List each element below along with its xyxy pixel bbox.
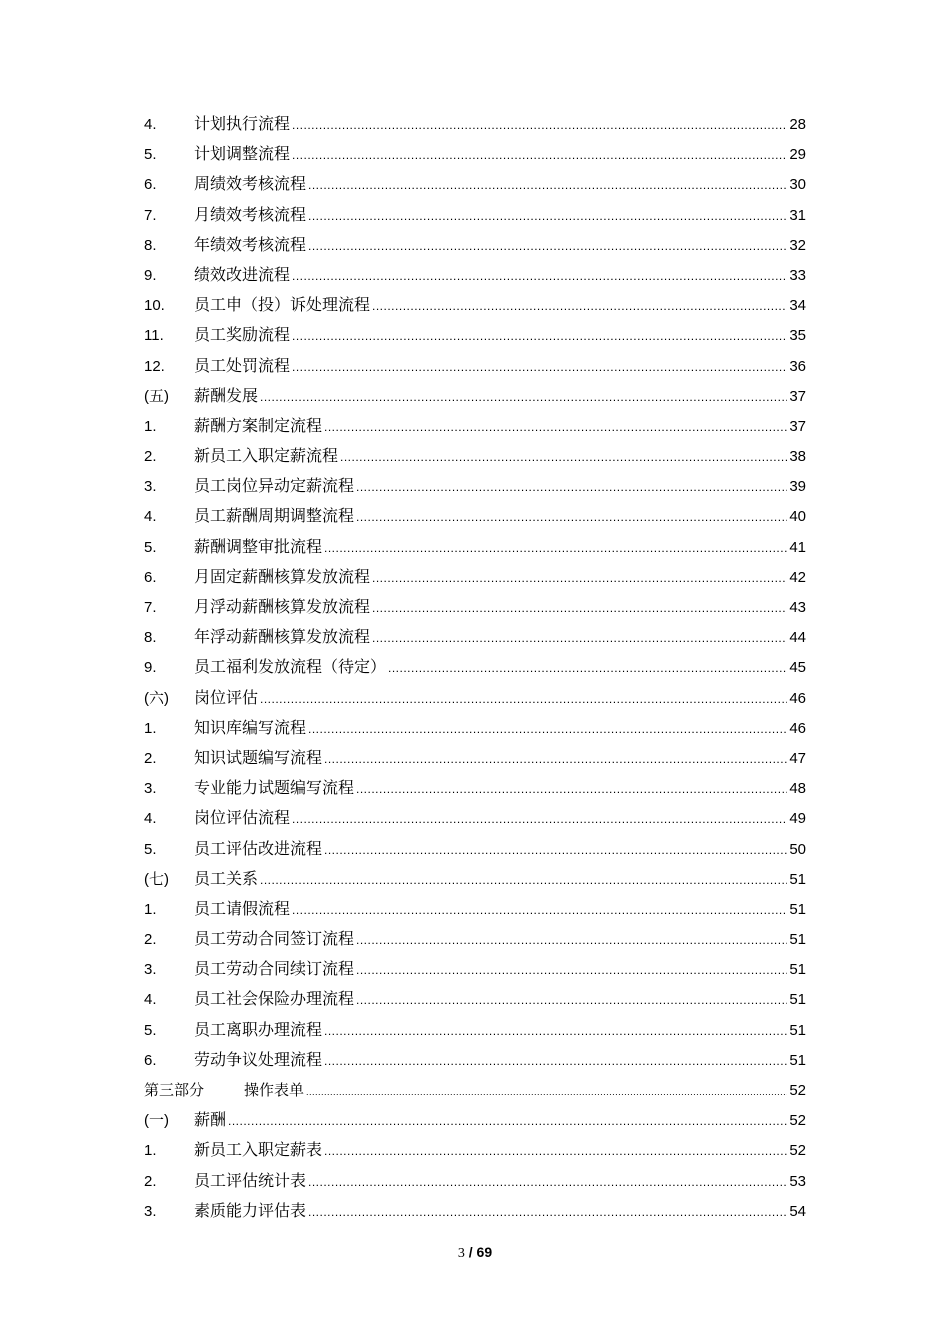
toc-entry-title: 员工劳动合同签订流程	[194, 929, 355, 949]
toc-entry-page: 31	[789, 206, 806, 224]
toc-entry-page: 51	[789, 1051, 806, 1069]
toc-entry-number: 6.	[144, 1051, 157, 1069]
toc-entry-title: 劳动争议处理流程	[194, 1049, 323, 1069]
toc-entry[interactable]	[144, 441, 806, 471]
toc-entry-title: 知识试题编写流程	[194, 747, 323, 767]
toc-entry[interactable]	[144, 864, 806, 894]
toc-entry[interactable]	[144, 169, 806, 199]
page-separator: /	[464, 1244, 477, 1260]
toc-entry-page: 30	[789, 176, 806, 194]
toc-entry-number: 4.	[144, 991, 157, 1009]
toc-entry[interactable]	[144, 320, 806, 350]
toc-entry[interactable]	[144, 501, 806, 531]
toc-entry-number: 2.	[144, 931, 157, 949]
page-number	[0, 1244, 950, 1262]
toc-entry-page: 51	[789, 931, 806, 949]
toc-entry-title: 岗位评估	[194, 687, 259, 707]
toc-entry[interactable]	[144, 562, 806, 592]
toc-dot-leader	[324, 1016, 787, 1046]
toc-entry-page: 36	[789, 357, 806, 375]
toc-entry-title: 员工处罚流程	[194, 355, 291, 375]
toc-dot-leader	[324, 412, 787, 442]
toc-entry[interactable]	[144, 200, 806, 230]
toc-dot-leader	[228, 1106, 787, 1136]
toc-dot-leader	[324, 533, 787, 563]
toc-entry[interactable]	[144, 411, 806, 441]
toc-entry-title: 员工岗位异动定薪流程	[194, 476, 355, 496]
current-page: 3	[457, 1246, 465, 1261]
total-pages: 69	[476, 1244, 493, 1260]
toc-entry[interactable]	[144, 1045, 806, 1075]
toc-entry-page: 53	[789, 1172, 806, 1190]
toc-entry-page: 41	[789, 538, 806, 556]
toc-dot-leader	[356, 502, 787, 532]
toc-entry-page: 52	[789, 1142, 806, 1160]
toc-dot-leader	[292, 895, 787, 925]
toc-entry-number: 12.	[144, 357, 165, 375]
toc-dot-leader	[388, 653, 787, 683]
toc-entry-page: 44	[789, 629, 806, 647]
toc-entry-title: 新员工入职定薪流程	[194, 446, 339, 466]
toc-entry-title: 专业能力试题编写流程	[194, 778, 355, 798]
toc-entry[interactable]	[144, 230, 806, 260]
toc-entry[interactable]	[144, 683, 806, 713]
toc-entry-page: 35	[789, 327, 806, 345]
toc-dot-leader	[308, 1167, 787, 1197]
toc-entry-number: 8.	[144, 236, 157, 254]
toc-entry-number: 6.	[144, 176, 157, 194]
toc-entry-number: 3.	[144, 1202, 157, 1220]
toc-entry-number: 7.	[144, 206, 157, 224]
toc-entry[interactable]	[144, 1015, 806, 1045]
toc-entry-number: 9.	[144, 659, 157, 677]
toc-dot-leader	[308, 231, 787, 261]
toc-entry-title: 员工申（投）诉处理流程	[194, 295, 371, 315]
toc-entry-title: 年浮动薪酬核算发放流程	[194, 627, 371, 647]
toc-entry[interactable]	[144, 351, 806, 381]
toc-entry-title: 新员工入职定薪表	[194, 1140, 323, 1160]
toc-entry-number: 2.	[144, 749, 157, 767]
toc-dot-leader	[308, 1197, 787, 1227]
toc-entry[interactable]	[144, 1166, 806, 1196]
toc-entry-number: 5.	[144, 1021, 157, 1039]
toc-entry-title: 员工请假流程	[194, 898, 291, 918]
toc-entry-title: 月绩效考核流程	[194, 204, 307, 224]
toc-entry-page: 50	[789, 840, 806, 858]
toc-dot-leader	[372, 593, 787, 623]
toc-entry-title: 周绩效考核流程	[194, 174, 307, 194]
toc-entry-page: 52	[789, 1112, 806, 1130]
toc-entry[interactable]	[144, 1135, 806, 1165]
toc-entry-number: 4.	[144, 810, 157, 828]
toc-entry-title: 薪酬方案制定流程	[194, 415, 323, 435]
toc-entry-page: 40	[789, 508, 806, 526]
toc-dot-leader	[260, 382, 787, 412]
toc-entry-title: 知识库编写流程	[194, 717, 307, 737]
toc-entry-title: 薪酬	[194, 1110, 227, 1130]
toc-dot-leader	[260, 865, 787, 895]
toc-entry-number: 6.	[144, 568, 157, 586]
toc-entry[interactable]	[144, 381, 806, 411]
toc-entry[interactable]	[144, 924, 806, 954]
toc-dot-leader	[308, 170, 787, 200]
table-of-contents	[144, 109, 806, 1226]
toc-dot-leader	[356, 955, 787, 985]
toc-entry-title: 员工奖励流程	[194, 325, 291, 345]
toc-entry-title: 员工劳动合同续订流程	[194, 959, 355, 979]
toc-entry-number: (七)	[144, 870, 169, 888]
toc-dot-leader	[340, 442, 787, 472]
toc-entry-number: 5.	[144, 538, 157, 556]
toc-entry-page: 48	[789, 780, 806, 798]
toc-dot-leader	[292, 261, 787, 291]
toc-dot-leader	[324, 835, 787, 865]
toc-entry[interactable]	[144, 773, 806, 803]
toc-entry-number: 7.	[144, 599, 157, 616]
toc-entry-page: 54	[789, 1202, 806, 1220]
toc-entry-title: 绩效改进流程	[194, 264, 291, 284]
toc-entry-title: 员工薪酬周期调整流程	[194, 506, 355, 526]
toc-entry[interactable]	[144, 592, 806, 622]
toc-entry-title: 素质能力评估表	[194, 1200, 307, 1220]
toc-entry-page: 43	[789, 599, 806, 616]
toc-entry-number: 11.	[144, 327, 164, 345]
toc-entry-page: 52	[789, 1082, 806, 1099]
toc-entry-number: 5.	[144, 146, 157, 164]
toc-dot-leader	[292, 110, 787, 140]
toc-entry-title: 员工离职办理流程	[194, 1019, 323, 1039]
toc-entry-title: 岗位评估流程	[194, 808, 291, 828]
toc-entry-title: 月固定薪酬核算发放流程	[194, 566, 371, 586]
toc-entry-title: 员工评估统计表	[194, 1170, 307, 1190]
toc-entry[interactable]	[144, 1196, 806, 1226]
toc-dot-leader	[356, 774, 787, 804]
toc-entry-number: 1.	[144, 417, 157, 435]
toc-entry-title: 薪酬调整审批流程	[194, 536, 323, 556]
toc-entry-title: 计划执行流程	[194, 114, 291, 133]
toc-dot-leader	[356, 472, 787, 502]
toc-entry[interactable]	[144, 622, 806, 652]
toc-entry-page: 34	[789, 297, 806, 315]
toc-entry-page: 51	[789, 1021, 806, 1039]
toc-entry[interactable]	[144, 834, 806, 864]
toc-entry-page: 47	[789, 749, 806, 767]
toc-entry-number: 2.	[144, 1172, 157, 1190]
toc-entry-number: 5.	[144, 840, 157, 858]
toc-entry-title: 计划调整流程	[194, 144, 291, 164]
toc-entry-title: 薪酬发展	[194, 385, 259, 405]
toc-entry-page: 46	[789, 689, 806, 707]
toc-dot-leader	[356, 985, 787, 1015]
toc-dot-leader	[292, 321, 787, 351]
toc-entry-number: (六)	[144, 689, 169, 707]
toc-entry-title: 员工关系	[194, 868, 259, 888]
toc-dot-leader	[324, 1136, 787, 1166]
toc-entry-page: 33	[789, 266, 806, 284]
toc-dot-leader	[292, 352, 787, 382]
toc-entry-page: 51	[789, 991, 806, 1009]
toc-entry[interactable]	[144, 139, 806, 169]
toc-entry[interactable]	[144, 290, 806, 320]
toc-entry-page: 29	[789, 146, 806, 164]
toc-entry-title: 月浮动薪酬核算发放流程	[194, 597, 371, 616]
toc-entry-page: 39	[789, 478, 806, 496]
toc-entry-title: 员工福利发放流程（待定）	[194, 657, 387, 677]
toc-dot-leader	[308, 201, 787, 231]
toc-entry-page: 37	[789, 417, 806, 435]
toc-entry-number: 3.	[144, 961, 157, 979]
toc-entry-title: 员工社会保险办理流程	[194, 989, 355, 1009]
toc-entry-title: 操作表单	[244, 1081, 305, 1099]
toc-entry-number: 1.	[144, 900, 157, 918]
toc-entry-title: 员工评估改进流程	[194, 838, 323, 858]
toc-entry-page: 38	[789, 448, 806, 466]
toc-entry[interactable]	[144, 984, 806, 1014]
toc-entry[interactable]	[144, 652, 806, 682]
toc-dot-leader	[372, 291, 787, 321]
toc-entry-title: 年绩效考核流程	[194, 234, 307, 254]
toc-entry-number: 8.	[144, 629, 157, 647]
toc-dot-leader	[372, 563, 787, 593]
toc-entry-number: 1.	[144, 1142, 157, 1160]
toc-entry[interactable]	[144, 471, 806, 501]
toc-entry[interactable]	[144, 894, 806, 924]
toc-entry-number: 3.	[144, 780, 157, 798]
toc-entry-number: (一)	[144, 1112, 169, 1130]
toc-entry[interactable]	[144, 1075, 806, 1105]
toc-entry-number: 3.	[144, 478, 157, 496]
toc-entry-page: 46	[789, 719, 806, 737]
toc-entry[interactable]	[144, 713, 806, 743]
toc-entry-page: 32	[789, 236, 806, 254]
toc-entry-page: 51	[789, 870, 806, 888]
toc-entry-number: 1.	[144, 719, 157, 737]
toc-dot-leader	[292, 804, 787, 834]
toc-dot-leader	[324, 744, 787, 774]
toc-dot-leader	[306, 1077, 787, 1107]
toc-entry-number: 2.	[144, 448, 157, 466]
toc-entry-number: 4.	[144, 116, 157, 133]
toc-entry[interactable]	[144, 532, 806, 562]
toc-entry-page: 49	[789, 810, 806, 828]
toc-entry-page: 37	[789, 387, 806, 405]
toc-entry[interactable]	[144, 743, 806, 773]
toc-dot-leader	[324, 1046, 787, 1076]
toc-entry[interactable]	[144, 260, 806, 290]
toc-entry-page: 42	[789, 568, 806, 586]
toc-dot-leader	[356, 925, 787, 955]
toc-entry-number: (五)	[144, 387, 169, 405]
toc-entry[interactable]	[144, 803, 806, 833]
toc-entry-page: 51	[789, 900, 806, 918]
toc-entry[interactable]	[144, 954, 806, 984]
toc-entry[interactable]	[144, 1105, 806, 1135]
toc-entry-page: 45	[789, 659, 806, 677]
toc-dot-leader	[308, 714, 787, 744]
toc-entry-number: 9.	[144, 266, 157, 284]
toc-dot-leader	[292, 140, 787, 170]
toc-entry-number: 第三部分	[144, 1081, 205, 1099]
toc-entry-number: 4.	[144, 508, 157, 526]
toc-entry-number: 10.	[144, 297, 165, 315]
toc-entry-page: 51	[789, 961, 806, 979]
toc-dot-leader	[260, 684, 787, 714]
toc-entry-page: 28	[789, 116, 806, 133]
toc-dot-leader	[372, 623, 787, 653]
toc-entry[interactable]	[144, 109, 806, 139]
